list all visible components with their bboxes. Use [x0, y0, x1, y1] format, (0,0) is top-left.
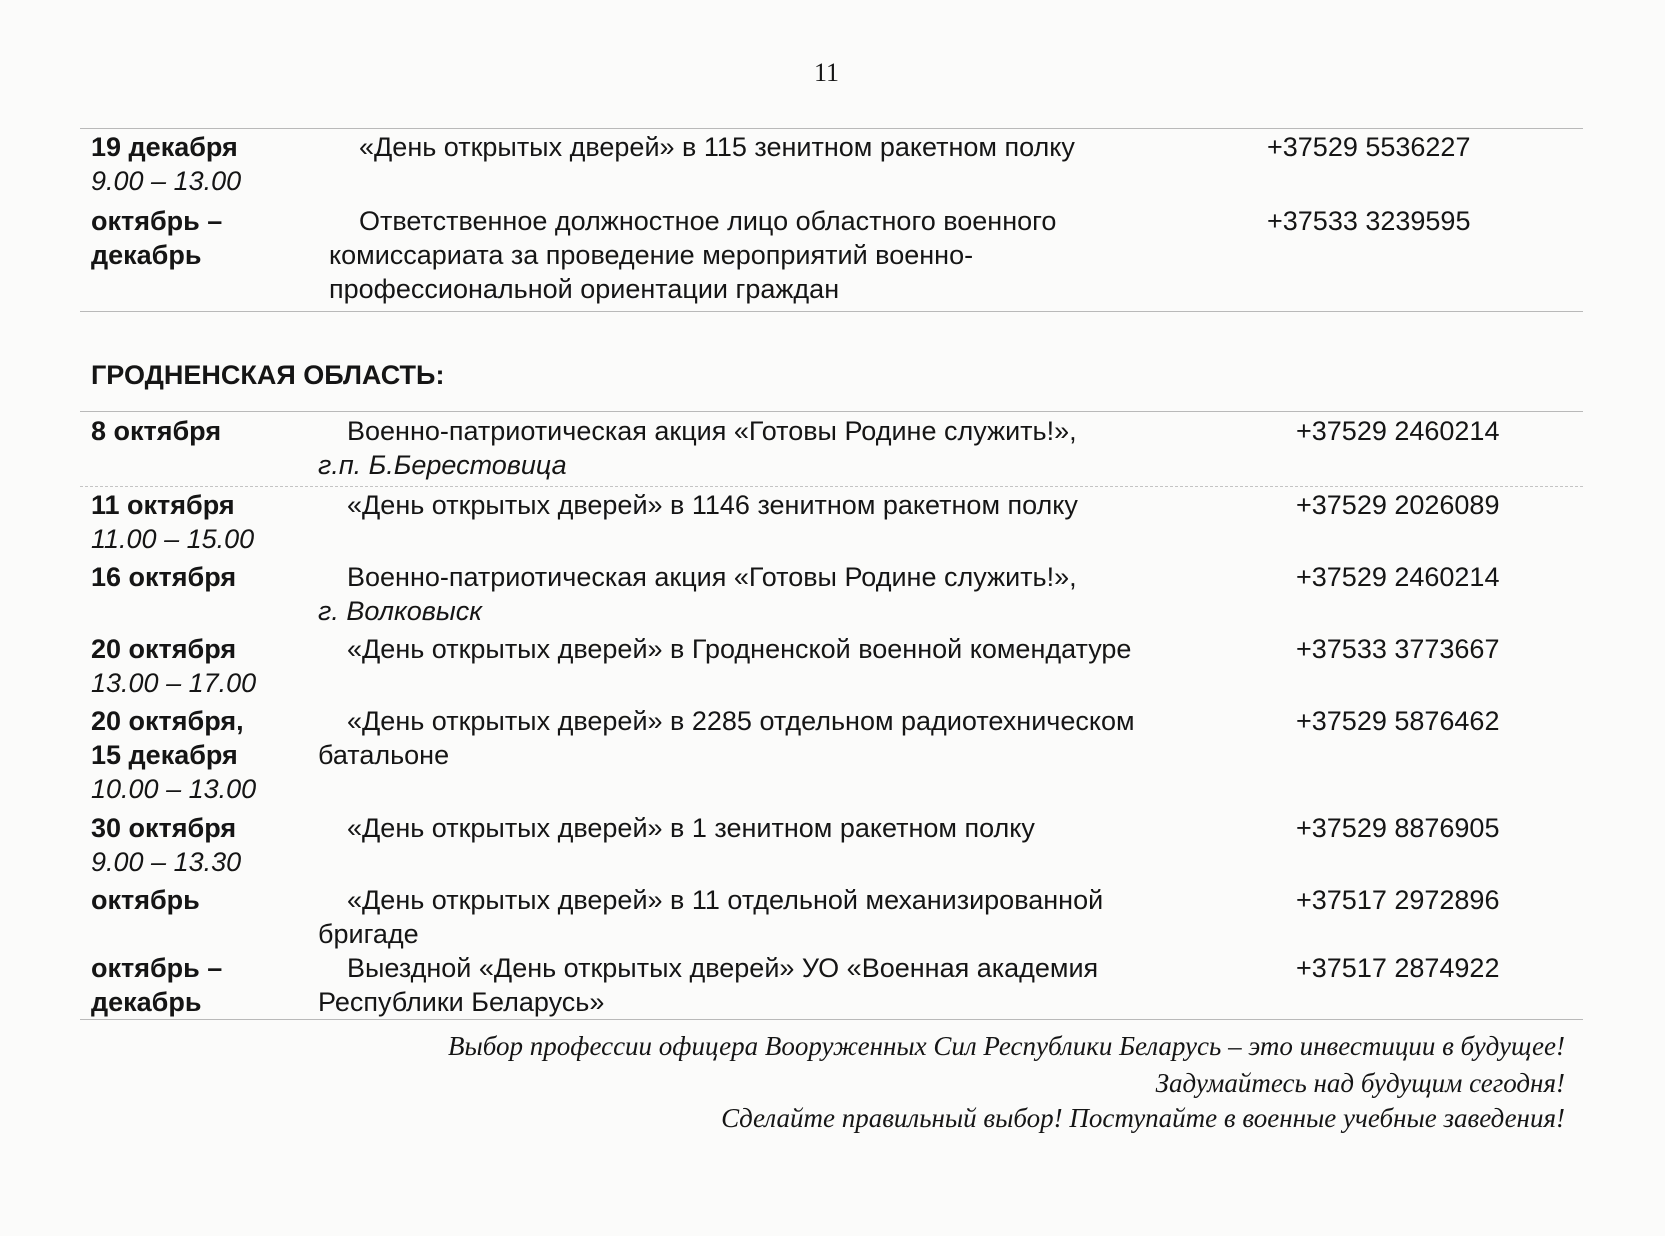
event-date: 16 октября: [91, 562, 237, 592]
date-text: октябрь –: [91, 953, 223, 983]
event-date: октябрь: [91, 885, 200, 915]
description-line: «День открытых дверей» в 2285 отдельном радиотехническом: [347, 706, 1135, 736]
event-description: [318, 414, 1077, 482]
event-date: [91, 204, 222, 272]
event-description: [318, 811, 1035, 845]
event-description: [318, 560, 1077, 628]
event-date: 8 октября: [91, 416, 222, 446]
date-text: 15 декабря: [91, 740, 238, 770]
event-date: [91, 488, 254, 556]
description-line: Военно-патриотическая акция «Готовы Родине служить!»,: [347, 416, 1077, 446]
event-time: 11.00 – 15.00: [91, 524, 255, 554]
event-description: [318, 488, 1078, 522]
description-line: «День открытых дверей» в 1 зенитном ракетном полку: [347, 813, 1035, 843]
footer-slogan: Сделайте правильный выбор! Поступайте в военные учебные заведения!: [721, 1103, 1565, 1133]
description-line: «День открытых дверей» в 115 зенитном ракетном полку: [359, 132, 1075, 162]
event-date: [91, 130, 241, 198]
event-location: г.п. Б.Берестовица: [318, 450, 567, 480]
event-date: [91, 811, 241, 879]
event-time: 9.00 – 13.30: [91, 847, 242, 877]
contact-phone: +37533 3239595: [1267, 206, 1471, 236]
description-line: Ответственное должностное лицо областного военного: [359, 206, 1057, 236]
event-location: г. Волковыск: [318, 596, 482, 626]
description-line: профессиональной ориентации граждан: [329, 274, 840, 304]
description-line: батальоне: [318, 740, 450, 770]
description-line: «День открытых дверей» в 1146 зенитном ракетном полку: [347, 490, 1078, 520]
description-line: бригаде: [318, 919, 419, 949]
table-bottom-rule: [80, 1019, 1583, 1020]
event-description: [318, 632, 1131, 666]
contact-phone: +37529 2460214: [1296, 416, 1500, 446]
date-text: 30 октября: [91, 813, 237, 843]
description-line: Военно-патриотическая акция «Готовы Родине служить!»,: [347, 562, 1077, 592]
event-date: [91, 632, 256, 700]
event-date: [91, 951, 222, 1019]
contact-phone: +37529 2460214: [1296, 562, 1500, 592]
date-text: 19 декабря: [91, 132, 238, 162]
event-description: [329, 204, 1056, 306]
event-description: [329, 130, 1075, 164]
description-line: «День открытых дверей» в Гродненской военной комендатуре: [347, 634, 1132, 664]
contact-phone: +37517 2972896: [1296, 885, 1500, 915]
footer-slogan: Задумайтесь над будущим сегодня!: [1155, 1068, 1565, 1098]
contact-phone: +37529 5876462: [1296, 706, 1500, 736]
contact-phone: +37529 8876905: [1296, 813, 1500, 843]
date-text: 11 октября: [91, 490, 235, 520]
date-text: 20 октября: [91, 634, 237, 664]
contact-phone: +37529 2026089: [1296, 490, 1500, 520]
table-bottom-rule: [80, 311, 1583, 312]
contact-phone: +37533 3773667: [1296, 634, 1500, 664]
section-heading: ГРОДНЕНСКАЯ ОБЛАСТЬ:: [91, 360, 445, 390]
description-line: Республики Беларусь»: [318, 987, 605, 1017]
event-description: [318, 951, 1098, 1019]
date-text: октябрь –: [91, 206, 223, 236]
event-time: 10.00 – 13.00: [91, 774, 257, 804]
event-description: [318, 704, 1135, 772]
row-divider: [80, 486, 1583, 487]
date-text: декабрь: [91, 987, 202, 1017]
description-line: Выездной «День открытых дверей» УО «Военная академия: [347, 953, 1099, 983]
table-top-rule: [80, 128, 1583, 129]
event-description: [318, 883, 1103, 951]
event-time: 13.00 – 17.00: [91, 668, 257, 698]
description-line: комиссариата за проведение мероприятий военно-: [329, 240, 974, 270]
date-text: декабрь: [91, 240, 202, 270]
description-line: «День открытых дверей» в 11 отдельной механизированной: [347, 885, 1104, 915]
page-number: 11: [814, 58, 840, 87]
footer-slogan: Выбор профессии офицера Вооруженных Сил Республики Беларусь – это инвестиции в будущее!: [448, 1031, 1565, 1061]
date-text: 20 октября,: [91, 706, 244, 736]
table-top-rule: [80, 411, 1583, 412]
contact-phone: +37529 5536227: [1267, 132, 1471, 162]
event-time: 9.00 – 13.00: [91, 166, 242, 196]
event-date: [91, 704, 256, 806]
contact-phone: +37517 2874922: [1296, 953, 1500, 983]
